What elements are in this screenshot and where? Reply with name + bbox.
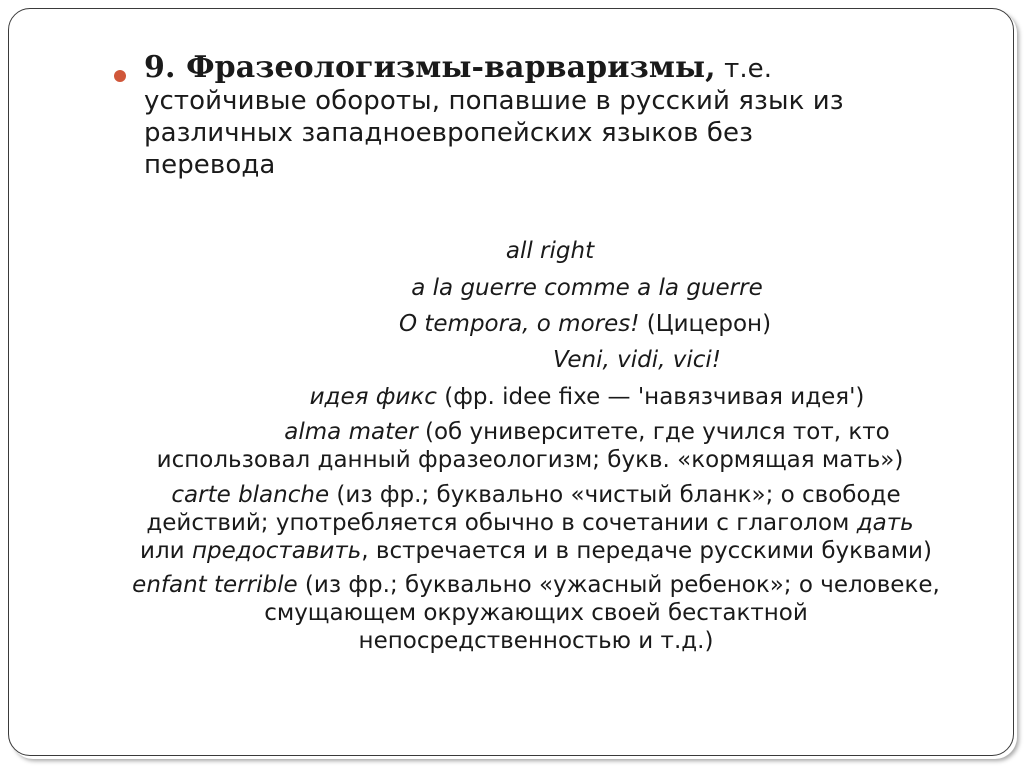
example-line: alma mater (об университете, где учился тот, кто [284,419,890,445]
example-line: непосредственностью и т.д.) [358,628,714,654]
example-line: действий; употребляется обычно в сочетании с глаголом дать [146,510,914,536]
heading-rest: т.е. [715,54,773,84]
example-line: O tempora, o mores! (Цицерон) [398,311,772,337]
example-line: или предоставить, встречается и в передаче русскими буквами) [140,538,932,564]
example-line: Veni, vidi, vici! [553,347,721,373]
example-line: идея фикс (фр. idee fixe — 'навязчивая идея') [309,384,865,410]
example-line: carte blanche (из фр.; буквально «чистый бланк»; о свободе [171,482,901,508]
example-line: смущающем окружающих своей бестактной [264,600,808,626]
heading-line-2: устойчивые обороты, попавшие в русский язык из [144,86,844,116]
example-line: all right [505,238,595,264]
bullet-icon [114,70,126,82]
example-line: enfant terrible (из фр.; буквально «ужасный ребенок»; о человеке, [132,572,940,598]
example-line: использовал данный фразеологизм; букв. «кормящая мать») [156,447,904,473]
example-line: a la guerre comme a la guerre [411,275,763,301]
heading-bold: 9. Фразеологизмы-варваризмы, [144,50,716,85]
heading-line-4: перевода [144,150,276,180]
slide-heading [144,52,964,181]
heading-line-3: различных западноевропейских языков без [144,118,754,148]
